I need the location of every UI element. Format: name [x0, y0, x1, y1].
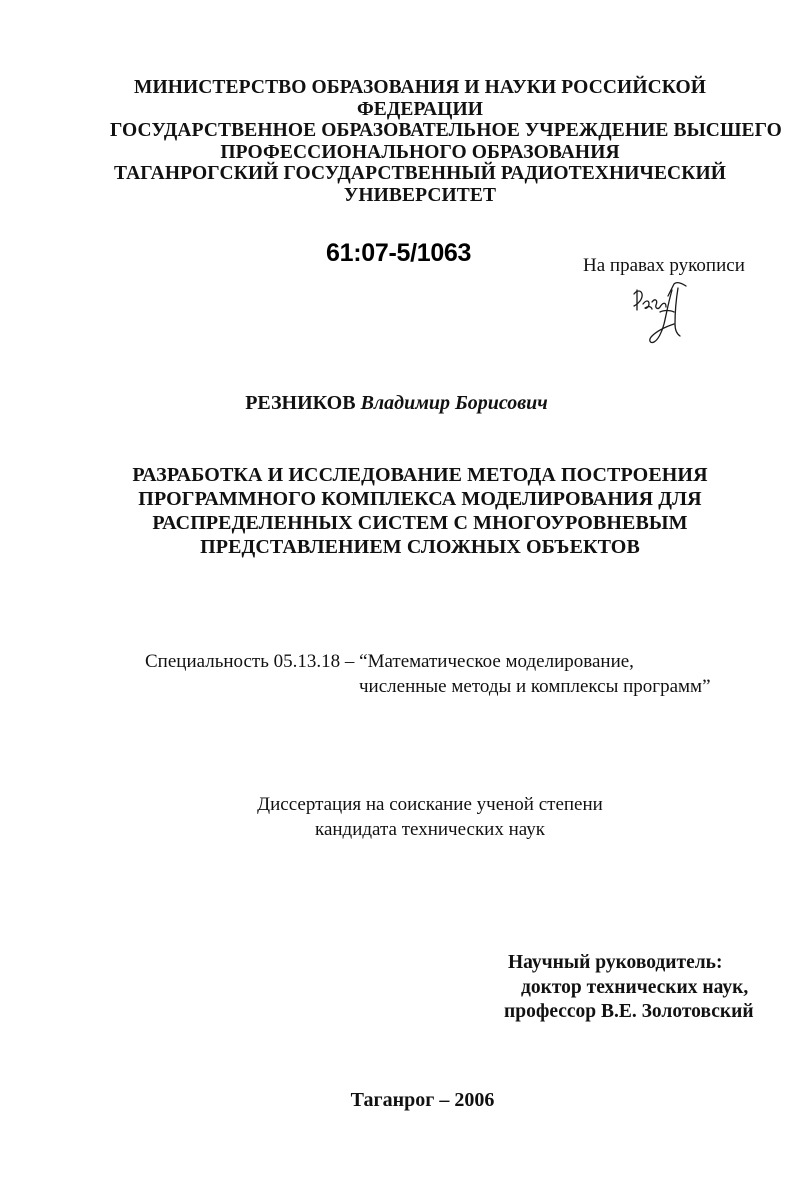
handwritten-signature [628, 280, 698, 350]
library-code-stamp: 61:07-5/1063 [326, 239, 472, 267]
title-line: РАЗРАБОТКА И ИССЛЕДОВАНИЕ МЕТОДА ПОСТРОЕНИЯ [132, 464, 708, 486]
header-line: ГОСУДАРСТВЕННОЕ ОБРАЗОВАТЕЛЬНОЕ УЧРЕЖДЕНИЕ ВЫСШЕГО [110, 120, 782, 141]
scientific-supervisor [480, 951, 754, 1025]
author-given-names: Владимир Борисович [360, 392, 548, 414]
specialty-line-2: численные методы и комплексы программ” [359, 676, 711, 697]
header-line: УНИВЕРСИТЕТ [343, 184, 497, 206]
title-line: ПРОГРАММНОГО КОМПЛЕКСА МОДЕЛИРОВАНИЯ ДЛЯ [138, 488, 702, 510]
header-line: ТАГАНРОГСКИЙ ГОСУДАРСТВЕННЫЙ РАДИОТЕХНИЧЕСКИЙ [113, 163, 727, 184]
header-line: МИНИСТЕРСТВО ОБРАЗОВАНИЯ И НАУКИ РОССИЙСКОЙ [133, 77, 707, 98]
author-name [0, 392, 793, 415]
supervisor-name: профессор В.Е. Золотовский [504, 1001, 754, 1022]
thesis-title [120, 463, 720, 559]
manuscript-rights-note: На правах рукописи [583, 255, 745, 276]
title-line: ПРЕДСТАВЛЕНИЕМ СЛОЖНЫХ ОБЪЕКТОВ [200, 536, 640, 558]
signature-icon [628, 280, 698, 350]
dissertation-line-1: Диссертация на соискание ученой степени [257, 794, 603, 815]
header-line: ФЕДЕРАЦИИ [356, 98, 484, 120]
specialty-line-1: Специальность 05.13.18 – “Математическое моделирование, [145, 651, 634, 672]
supervisor-label: Научный руководитель: [508, 952, 723, 973]
dissertation-line-2: кандидата технических наук [315, 819, 545, 840]
place-and-year: Таганрог – 2006 [350, 1089, 495, 1111]
ministry-header [110, 77, 782, 206]
dissertation-degree [200, 792, 660, 842]
author-surname: РЕЗНИКОВ [245, 392, 356, 414]
title-line: РАСПРЕДЕЛЕННЫХ СИСТЕМ С МНОГОУРОВНЕВЫМ [152, 512, 688, 534]
supervisor-degree: доктор технических наук, [521, 976, 749, 998]
header-line: ПРОФЕССИОНАЛЬНОГО ОБРАЗОВАНИЯ [220, 141, 620, 163]
